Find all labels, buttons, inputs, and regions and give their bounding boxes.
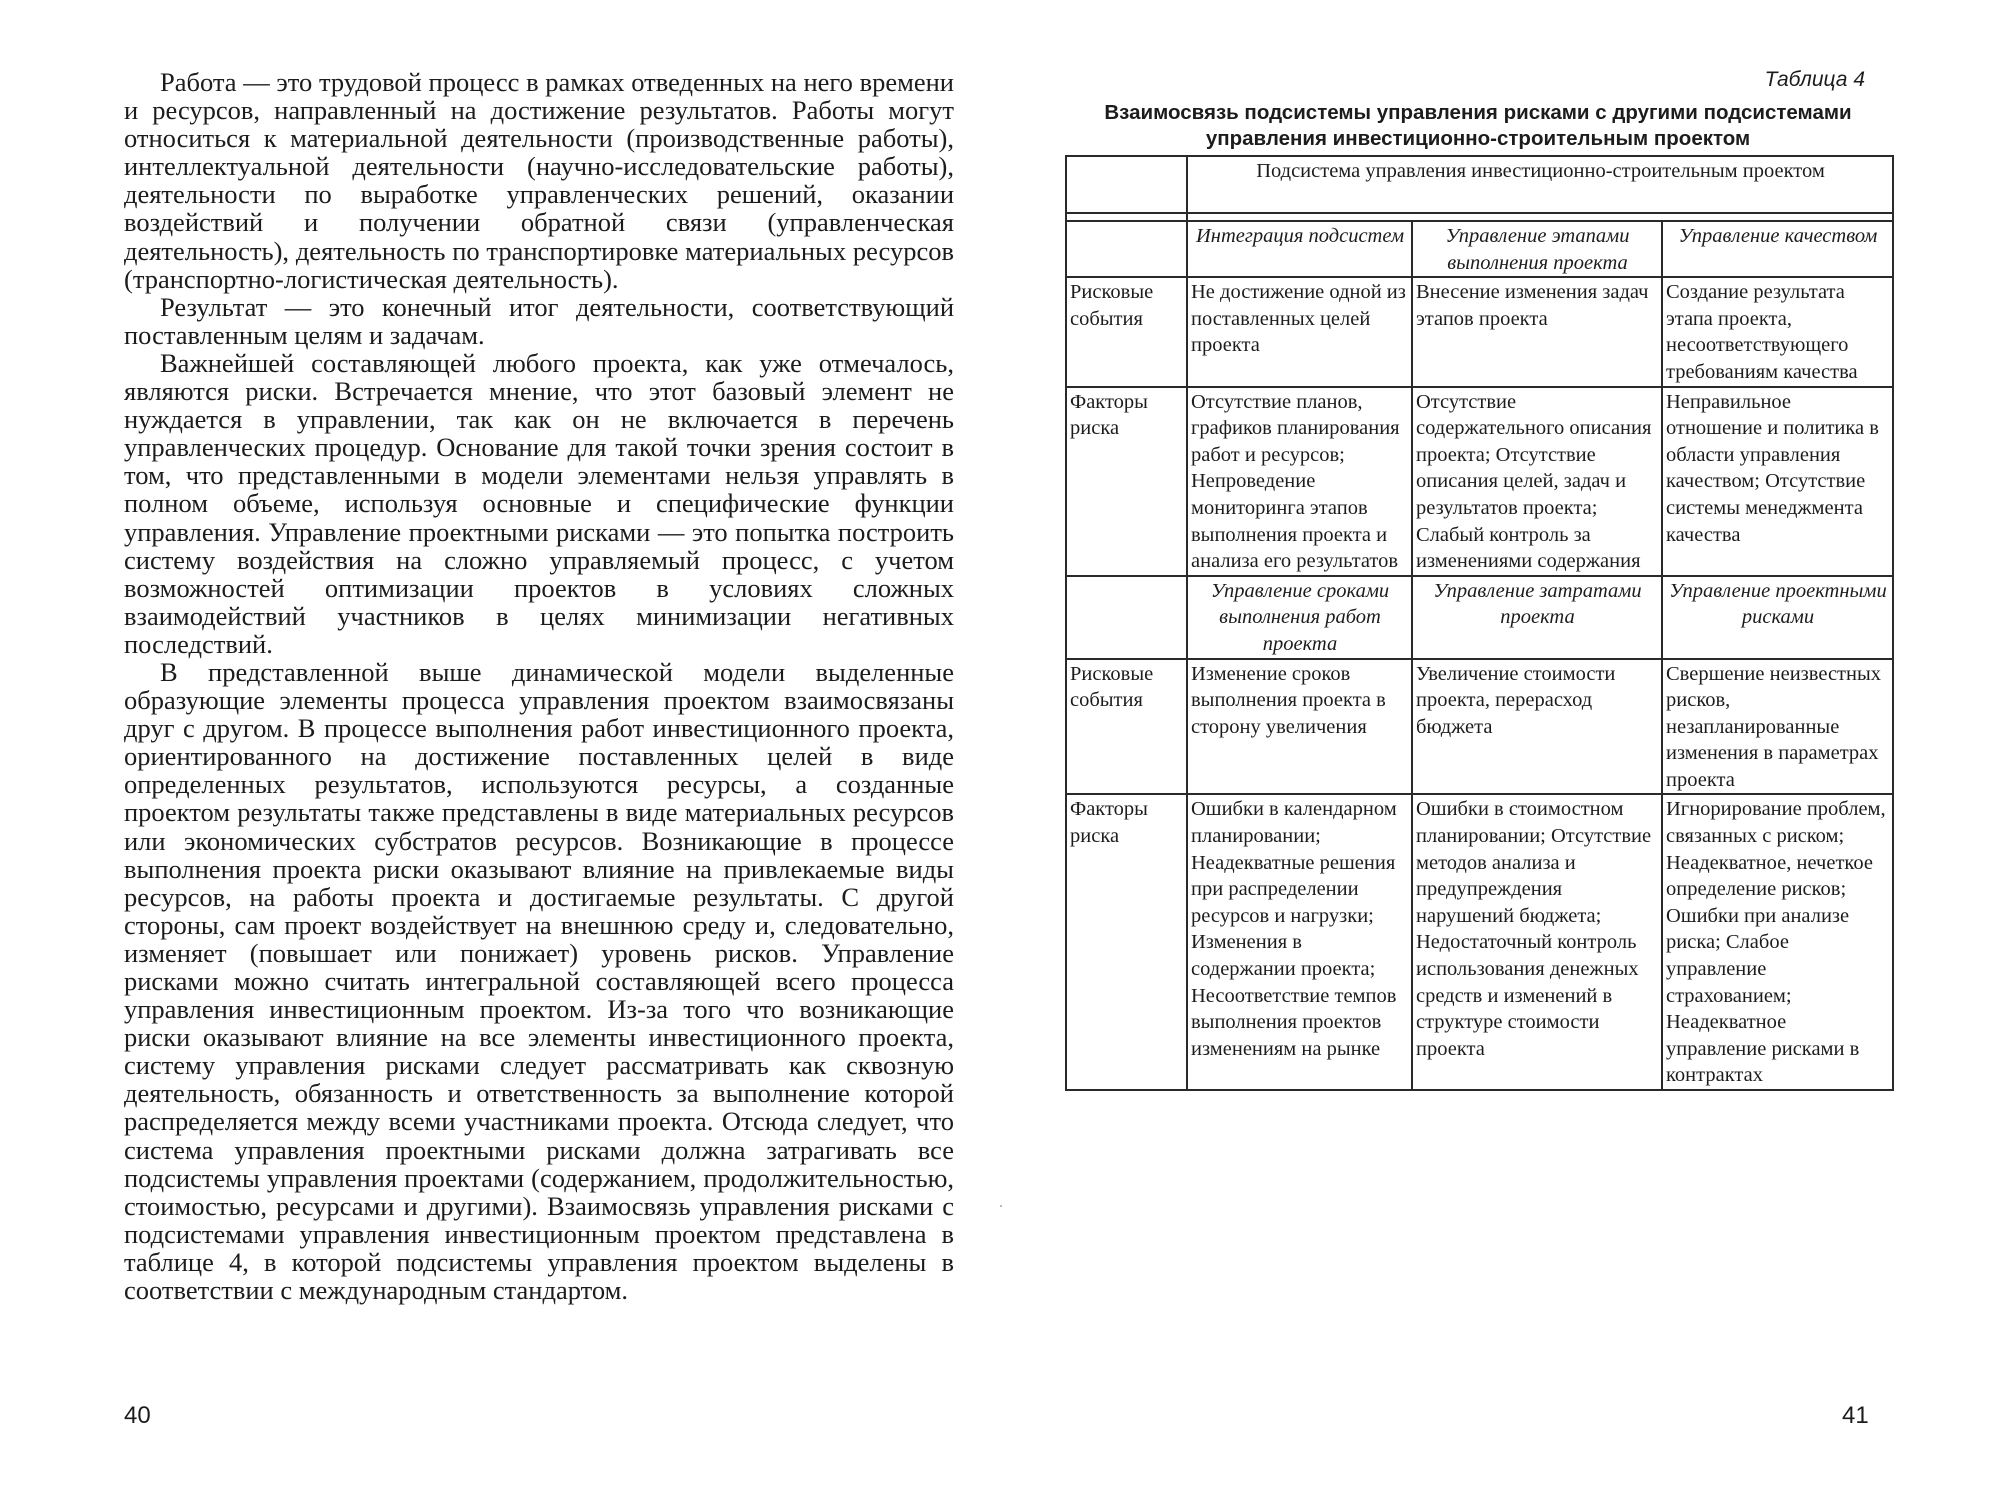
table-cell: Ошибки в стоимостном планировании; Отсутствие методов анализа и предупреждения нарушений бюджета; Недостаточный контроль использования денежных средств и изменений в структуре стоимости проекта bbox=[1412, 794, 1662, 1090]
table-row bbox=[1066, 659, 1893, 795]
row-label: Рисковые события bbox=[1066, 277, 1187, 386]
column-header: Интеграция подсистем bbox=[1187, 221, 1412, 277]
table-cell: Создание результата этапа проекта, несоответствующего требованиям качества bbox=[1662, 277, 1893, 386]
table-cell: Увеличение стоимости проекта, перерасход бюджета bbox=[1412, 659, 1662, 795]
table-row bbox=[1066, 794, 1893, 1090]
paragraph-result-definition: Результат — это конечный итог деятельности, соответствующий поставленным целям и задачам. bbox=[124, 291, 954, 350]
paragraph-work-definition: Работа — это трудовой процесс в рамках отведенных на него времени и ресурсов, направленный на достижение результатов. Работы могут относиться к материальной деятельности (производственные работы), интеллектуальной деятельности (научно-исследовательские работы), деятельности по выработке управленческих решений, оказании воздействий и получении обратной связи (управленческая деятельность), деятельность по транспортировке материальных ресурсов (транспортно-логистическая деятельность). bbox=[124, 67, 954, 294]
paragraph-risks: Важнейшей составляющей любого проекта, как уже отмечалось, являются риски. Встречается мнение, что этот базовый элемент не нуждается в управлении, так как он не включается в перечень управленческих процедур. Основание для такой точки зрения состоит в том, что представленными в модели элементами нельзя управлять в полном объеме, используя основные и специфические функции управления. Управление проектными рисками — это попытка построить систему воздействия на сложно управляемый процесс, с учетом возможностей оптимизации проектов в условиях сложных взаимодействий участников в целях минимизации негативных последствий. bbox=[124, 347, 954, 659]
column-header: Управление сроками выполнения работ проекта bbox=[1187, 576, 1412, 659]
paragraph-dynamic-model: В представленной выше динамической модели выделенные образующие элементы процесса управления проектом взаимосвязаны друг с другом. В процессе выполнения работ инвестиционного проекта, ориентированного на достижение поставленных целей в виде определенных результатов, используются ресурсы, а созданные проектом результаты также представлены в виде материальных ресурсов или экономических субстратов ресурсов. Возникающие в процессе выполнения проекта риски оказывают влияние на привлекаемые виды ресурсов, на работы проекта и достигаемые результаты. С другой стороны, сам проект воздействует на внешнюю среду и, следовательно, изменяет (повышает или понижает) уровень рисков. Управление рисками можно считать интегральной составляющей всего процесса управления инвестиционным проектом. Из-за того что возникающие риски оказывают влияние на все элементы инвестиционного проекта, систему управления рисками следует рассматривать как сквозную деятельность, обязанность и ответственность за выполнение которой распределяется между всеми участниками проекта. Отсюда следует, что система управления проектными рисками должна затрагивать все подсистемы управления проектами (содержанием, продолжительностью, стоимостью, ресурсами и другими). Взаимосвязь управления рисками с подсистемами управления инвестиционным проектом представлена в таблице 4, в которой подсистемы управления проектом выделены в соответствии с международным стандартом. bbox=[124, 656, 954, 1306]
table-cell: Ошибки в календарном планировании; Неадекватные решения при распределении ресурсов и нагрузки; Изменения в содержании проекта; Несоответствие темпов выполнения проектов изменениям на рынке bbox=[1187, 794, 1412, 1090]
table-cell: Не достижение одной из поставленных целей проекта bbox=[1187, 277, 1412, 386]
table-subheader-row bbox=[1066, 576, 1893, 659]
risk-subsystems-table bbox=[1065, 155, 1894, 1091]
table-cell: Неправильное отношение и политика в области управления качеством; Отсутствие системы менеджмента качества bbox=[1662, 387, 1893, 576]
table-cell: Внесение изменения задач этапов проекта bbox=[1412, 277, 1662, 386]
table-cell: Свершение неизвестных рисков, незапланированные изменения в параметрах проекта bbox=[1662, 659, 1893, 795]
table-corner-cell bbox=[1066, 221, 1187, 277]
table-cell: Изменение сроков выполнения проекта в сторону увеличения bbox=[1187, 659, 1412, 795]
column-header: Управление этапами выполнения проекта bbox=[1412, 221, 1662, 277]
table-cell: Отсутствие планов, графиков планирования работ и ресурсов; Непроведение мониторинга этапов выполнения проекта и анализа его результатов bbox=[1187, 387, 1412, 576]
table-header-row bbox=[1066, 156, 1893, 213]
table-spacer-row bbox=[1066, 213, 1893, 221]
left-page-body bbox=[124, 68, 954, 1304]
column-header: Управление качеством bbox=[1662, 221, 1893, 277]
page-number-right: 41 bbox=[1842, 1402, 1869, 1429]
gutter-mark bbox=[1000, 1205, 1002, 1207]
row-label: Рисковые события bbox=[1066, 659, 1187, 795]
table-span-header: Подсистема управления инвестиционно-строительным проектом bbox=[1187, 156, 1893, 213]
table-subheader-row bbox=[1066, 221, 1893, 277]
table-corner-cell bbox=[1066, 576, 1187, 659]
column-header: Управление проектными рисками bbox=[1662, 576, 1893, 659]
row-label: Факторы риска bbox=[1066, 387, 1187, 576]
table-cell: Игнорирование проблем, связанных с риском; Неадекватное, нечеткое определение рисков; Ошибки при анализе риска; Слабое управление страхованием; Неадекватное управление рисками в контрактах bbox=[1662, 794, 1893, 1090]
table-cell: Отсутствие содержательного описания проекта; Отсутствие описания целей, задач и результатов проекта; Слабый контроль за изменениями содержания bbox=[1412, 387, 1662, 576]
row-label: Факторы риска bbox=[1066, 794, 1187, 1090]
column-header: Управление затратами проекта bbox=[1412, 576, 1662, 659]
page-number-left: 40 bbox=[124, 1402, 151, 1429]
table-row bbox=[1066, 277, 1893, 386]
table-title: Взаимосвязь подсистемы управления рисками с другими подсистемами управления инвестиционно-строительным проектом bbox=[1104, 101, 1852, 150]
table-row bbox=[1066, 387, 1893, 576]
table-corner-cell bbox=[1066, 156, 1187, 213]
table-label: Таблица 4 bbox=[1764, 68, 1865, 91]
